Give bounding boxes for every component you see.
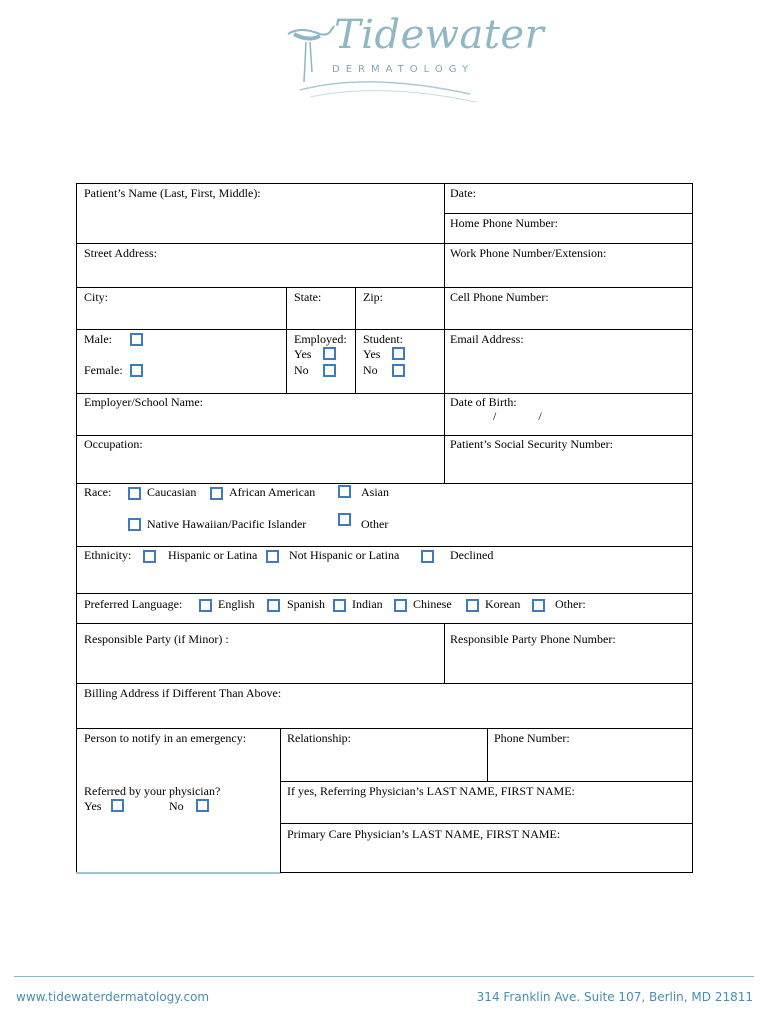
asian-label: Asian — [361, 485, 389, 499]
employed-no-checkbox[interactable] — [323, 364, 336, 377]
billing-address-label: Billing Address if Different Than Above: — [84, 686, 282, 700]
declined-checkbox[interactable] — [421, 550, 434, 563]
referred-no-label: No — [169, 799, 184, 813]
male-label: Male: — [84, 332, 112, 346]
not-hispanic-label: Not Hispanic or Latina — [289, 548, 400, 562]
footer-address: 314 Franklin Ave. Suite 107, Berlin, MD 21811 — [476, 990, 753, 1004]
zip-label: Zip: — [363, 290, 383, 304]
student-label: Student: — [363, 332, 404, 346]
race-other-label: Other — [361, 517, 389, 531]
footer-rule — [14, 976, 754, 977]
race-other-checkbox[interactable] — [338, 513, 351, 526]
email-label: Email Address: — [450, 332, 524, 346]
home-phone-label: Home Phone Number: — [450, 216, 558, 230]
not-hispanic-checkbox[interactable] — [266, 550, 279, 563]
state-label: State: — [294, 290, 322, 304]
emergency-contact-label: Person to notify in an emergency: — [84, 731, 247, 745]
hispanic-label: Hispanic or Latina — [168, 548, 258, 562]
indian-checkbox[interactable] — [333, 599, 346, 612]
responsible-party-label: Responsible Party (if Minor) : — [84, 632, 229, 646]
footer-website[interactable]: www.tidewaterdermatology.com — [16, 990, 210, 1004]
referred-label: Referred by your physician? — [84, 784, 221, 798]
native-hawaiian-checkbox[interactable] — [128, 518, 141, 531]
student-yes-label: Yes — [363, 347, 381, 361]
dob-label: Date of Birth: — [450, 395, 517, 409]
referring-physician-label: If yes, Referring Physician’s LAST NAME, FIRST NAME: — [287, 784, 575, 798]
korean-label: Korean — [485, 597, 521, 611]
caucasian-checkbox[interactable] — [128, 487, 141, 500]
preferred-language-label: Preferred Language: — [84, 597, 183, 611]
patient-name-label: Patient’s Name (Last, First, Middle): — [84, 186, 261, 200]
language-other-checkbox[interactable] — [532, 599, 545, 612]
spanish-checkbox[interactable] — [267, 599, 280, 612]
chinese-checkbox[interactable] — [394, 599, 407, 612]
relationship-label: Relationship: — [287, 731, 351, 745]
street-address-label: Street Address: — [84, 246, 157, 260]
spanish-label: Spanish — [287, 597, 326, 611]
dob-slashes: / / — [493, 409, 542, 423]
chinese-label: Chinese — [413, 597, 452, 611]
male-checkbox[interactable] — [130, 333, 143, 346]
logo — [280, 12, 545, 102]
employed-label: Employed: — [294, 332, 347, 346]
language-other-label: Other: — [555, 597, 586, 611]
referred-yes-label: Yes — [84, 799, 102, 813]
ssn-label: Patient’s Social Security Number: — [450, 437, 613, 451]
female-checkbox[interactable] — [130, 364, 143, 377]
english-label: English — [218, 597, 255, 611]
referred-yes-checkbox[interactable] — [111, 799, 124, 812]
korean-checkbox[interactable] — [466, 599, 479, 612]
work-phone-label: Work Phone Number/Extension: — [450, 246, 607, 260]
native-hawaiian-label: Native Hawaiian/Pacific Islander — [147, 517, 307, 531]
referred-no-checkbox[interactable] — [196, 799, 209, 812]
responsible-phone-label: Responsible Party Phone Number: — [450, 632, 616, 646]
ethnicity-label: Ethnicity: — [84, 548, 132, 562]
hispanic-checkbox[interactable] — [143, 550, 156, 563]
african-american-checkbox[interactable] — [210, 487, 223, 500]
african-american-label: African American — [229, 485, 316, 499]
city-label: City: — [84, 290, 109, 304]
employed-yes-checkbox[interactable] — [323, 347, 336, 360]
caucasian-label: Caucasian — [147, 485, 197, 499]
logo-name: Tidewater — [334, 12, 545, 58]
student-no-label: No — [363, 363, 378, 377]
emergency-phone-label: Phone Number: — [494, 731, 570, 745]
indian-label: Indian — [352, 597, 383, 611]
primary-care-label: Primary Care Physician’s LAST NAME, FIRST NAME: — [287, 827, 561, 841]
employed-yes-label: Yes — [294, 347, 312, 361]
english-checkbox[interactable] — [199, 599, 212, 612]
employed-no-label: No — [294, 363, 309, 377]
date-label: Date: — [450, 186, 476, 200]
student-no-checkbox[interactable] — [392, 364, 405, 377]
student-yes-checkbox[interactable] — [392, 347, 405, 360]
employer-label: Employer/School Name: — [84, 395, 203, 409]
logo-tagline: DERMATOLOGY — [332, 64, 475, 75]
female-label: Female: — [84, 363, 123, 377]
occupation-label: Occupation: — [84, 437, 143, 451]
declined-label: Declined — [450, 548, 494, 562]
asian-checkbox[interactable] — [338, 485, 351, 498]
cell-phone-label: Cell Phone Number: — [450, 290, 549, 304]
race-label: Race: — [84, 485, 112, 499]
